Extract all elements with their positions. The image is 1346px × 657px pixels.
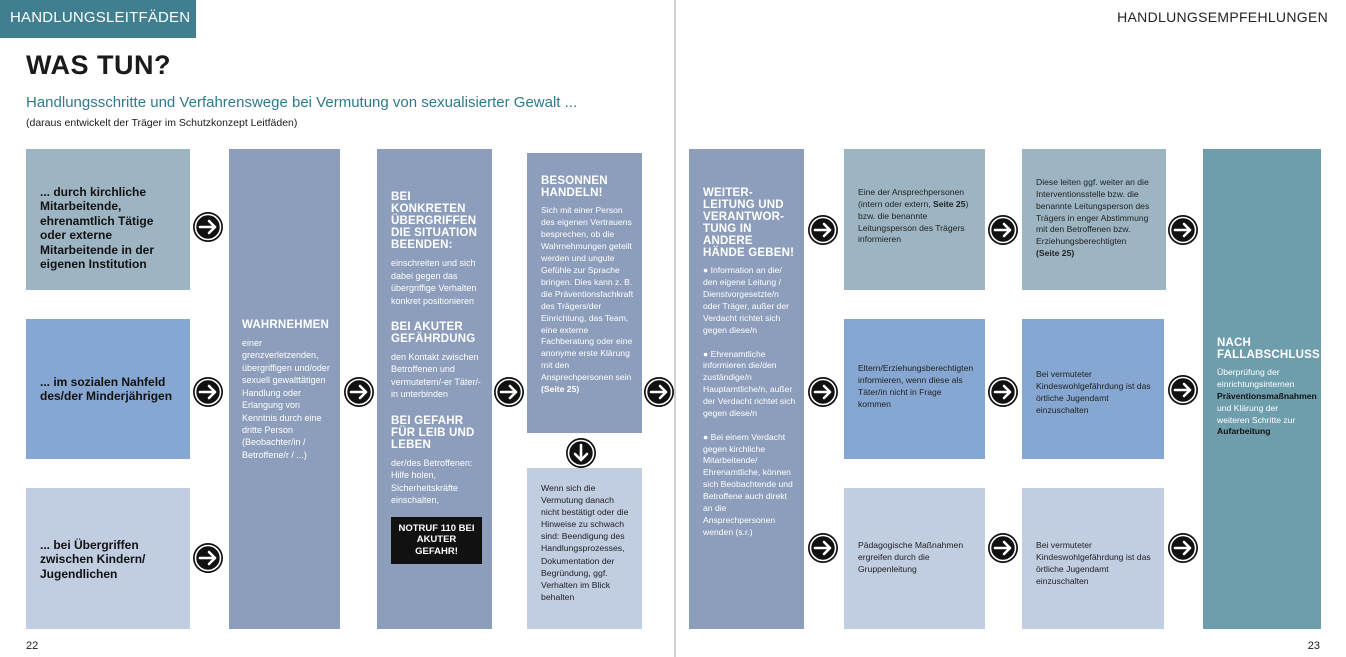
- step-heading: BESONNEN HANDELN!: [541, 175, 608, 200]
- section-title-empfehlungen: HANDLUNGSEMPFEHLUNGEN: [1117, 9, 1328, 25]
- arrow-right-circle-icon: [493, 376, 525, 408]
- arrow-right-circle-icon: [1167, 214, 1199, 246]
- action-eltern-informieren: [844, 319, 985, 459]
- action-ansprechpersonen: [844, 149, 985, 290]
- page-subtitle: Handlungsschritte und Verfahrenswege bei Vermutung von sexualisierter Gewalt ...: [26, 94, 578, 111]
- page-number-left: 22: [26, 640, 39, 652]
- arrow-right-circle-icon: [987, 214, 1019, 246]
- arrow-right-circle-icon: [643, 376, 675, 408]
- arrow-right-circle-icon: [192, 211, 224, 243]
- arrow-right-circle-icon: [192, 376, 224, 408]
- action-jugendamt: [1022, 319, 1164, 459]
- step-heading: WEITER-LEITUNG UND VERANTWOR-TUNG IN ANDERE HÄNDE GEBEN!: [703, 187, 795, 260]
- bullet-text: Bei einem Verdacht gegen kirchliche Mitarbeitende/ Ehrenamtliche, können sich Beobachtende und Betroffene auch direkt an die Ansprechpersonen wenden (s.r.): [703, 431, 793, 537]
- arrow-right-circle-icon: [987, 376, 1019, 408]
- page-title: WAS TUN?: [26, 50, 171, 80]
- source-label: ... bei Übergriffen zwischen Kindern/ Jugendlichen: [40, 538, 146, 581]
- step-text: einschreiten und sich dabei gegen das übergriffige Verhalten konkret positionieren: [391, 258, 477, 306]
- bullet-icon: ●: [703, 348, 709, 359]
- bullet-icon: ●: [703, 265, 709, 276]
- step-text-bold: Aufarbeitung: [1217, 426, 1271, 437]
- step-text: der/des Betroffenen: Hilfe holen, Sicherheitskräfte einschalten,: [391, 457, 473, 506]
- action-text: Diese leiten ggf. weiter an die Interventionsstelle bzw. die benannte Leitungsperson des Trägers in enger Abstimmung mit den Betroffenen bzw. Erziehungsberechtigten: [1036, 177, 1150, 247]
- page-note: (daraus entwickelt der Träger im Schutzkonzept Leitfäden): [26, 117, 298, 129]
- step-besonnen-handeln: [527, 153, 642, 433]
- arrow-right-circle-icon: [1167, 532, 1199, 564]
- step-weiterleitung: [689, 149, 804, 629]
- arrow-right-circle-icon: [343, 376, 375, 408]
- bullet-text: Information an die/ den eigene Leitung / Dienstvorgesetzte/n oder Träger, außer der Verdacht richtet sich gegen diese/n: [703, 265, 789, 335]
- step-situation-beenden: [377, 149, 492, 629]
- emergency-call-badge: NOTRUF 110 BEI AKUTER GEFAHR!: [391, 517, 482, 565]
- arrow-right-circle-icon: [807, 532, 839, 564]
- page-reference: Seite 25: [933, 198, 966, 209]
- step-beendigung: [527, 468, 642, 629]
- page-gutter: [674, 0, 676, 657]
- step-text: Sich mit einer Person des eigenen Vertrauens besprechen, ob die Wahrnehmungen geteilt werden und ungute Gefühle zur Sprache bringen. Dies kann z. B. die Präventionsfachkraft des Trägers/der Einrichtung, das Team, eine externe Fachberatung oder eine anonyme erste Klärung mit den Ansprechpersonen sein: [541, 205, 634, 383]
- step-heading: BEI GEFAHR FÜR LEIB UND LEBEN: [391, 414, 475, 451]
- step-text: Überprüfung der einrichtungsinternen: [1217, 367, 1295, 389]
- step-text-bold: Präventionsmaßnahmen: [1217, 390, 1317, 401]
- arrow-right-circle-icon: [987, 532, 1019, 564]
- bullet-icon: ●: [703, 431, 709, 442]
- arrow-down-circle-icon: [565, 437, 597, 469]
- page-reference: (Seite 25): [541, 384, 580, 395]
- step-text: den Kontakt zwischen Betroffenen und vermutetem/-er Täter/-in unterbinden: [391, 352, 481, 400]
- step-text: einer grenzverletzenden, übergriffigen und/oder sexuell gewalttätigen Handlung oder Erlangung von Kenntnis durch eine dritte Person (Beobachter/in / Betroffene/r / ...): [242, 338, 330, 460]
- step-heading: BEI KONKRETEN ÜBERGRIFFEN DIE SITUATION BEENDEN:: [391, 191, 478, 252]
- action-text: Eine der Ansprechpersonen (intern oder extern,: [858, 187, 965, 209]
- step-heading: NACH FALLABSCHLUSS:: [1217, 337, 1324, 362]
- page-number-right: 23: [1307, 640, 1320, 652]
- action-text: Eltern/Erziehungsberechtigten informieren, wenn diese als Täter/in nicht in Frage kommen: [858, 363, 974, 409]
- step-text: und Klärung der weiteren Schritte zur: [1217, 402, 1296, 425]
- step-text: Wenn sich die Vermutung danach nicht bestätigt oder die Hinweise zu schwach sind: Beendigung des Handlungsprozesses, Dokumentation der Begründung, ggf. Verhalten im Blick behalten: [541, 483, 629, 602]
- bullet-text: Ehrenamtliche informieren die/den zuständige/n Hauptamtliche/n, außer der Verdacht richtet sich gegen diese/n: [703, 348, 796, 418]
- page-reference: (Seite 25): [1036, 248, 1075, 259]
- step-heading: WAHRNEHMEN: [242, 319, 329, 331]
- source-box-institution: [26, 149, 190, 290]
- action-text: Pädagogische Maßnahmen ergreifen durch die Gruppenleitung: [858, 540, 964, 574]
- action-text: Bei vermuteter Kindeswohlgefährdung ist das örtliche Jugendamt einzuschalten: [1036, 540, 1151, 586]
- arrow-right-circle-icon: [807, 376, 839, 408]
- action-text: Bei vermuteter Kindeswohlgefährdung ist das örtliche Jugendamt einzuschalten: [1036, 369, 1151, 415]
- source-box-peers: [26, 488, 190, 629]
- source-label: ... im sozialen Nahfeld des/der Minderjährigen: [40, 375, 173, 404]
- source-box-nahfeld: [26, 319, 190, 459]
- step-wahrnehmen: [229, 149, 340, 629]
- action-weiterleiten-interventionsstelle: [1022, 149, 1166, 290]
- action-text: ) bzw. die benannte Leitungsperson des Trägers informieren: [858, 198, 969, 245]
- step-nach-fallabschluss: [1203, 149, 1324, 629]
- section-tab-leitfaeden: HANDLUNGSLEITFÄDEN: [0, 0, 196, 38]
- action-jugendamt: [1022, 488, 1164, 629]
- arrow-right-circle-icon: [1167, 374, 1199, 406]
- source-label: ... durch kirchliche Mitarbeitende, ehrenamtlich Tätige oder externe Mitarbeitende in der eigenen Institution: [40, 185, 155, 271]
- arrow-right-circle-icon: [192, 542, 224, 574]
- action-paedagogische-massnahmen: [844, 488, 985, 629]
- arrow-right-circle-icon: [807, 214, 839, 246]
- step-heading: BEI AKUTER GEFÄHRDUNG: [391, 320, 476, 345]
